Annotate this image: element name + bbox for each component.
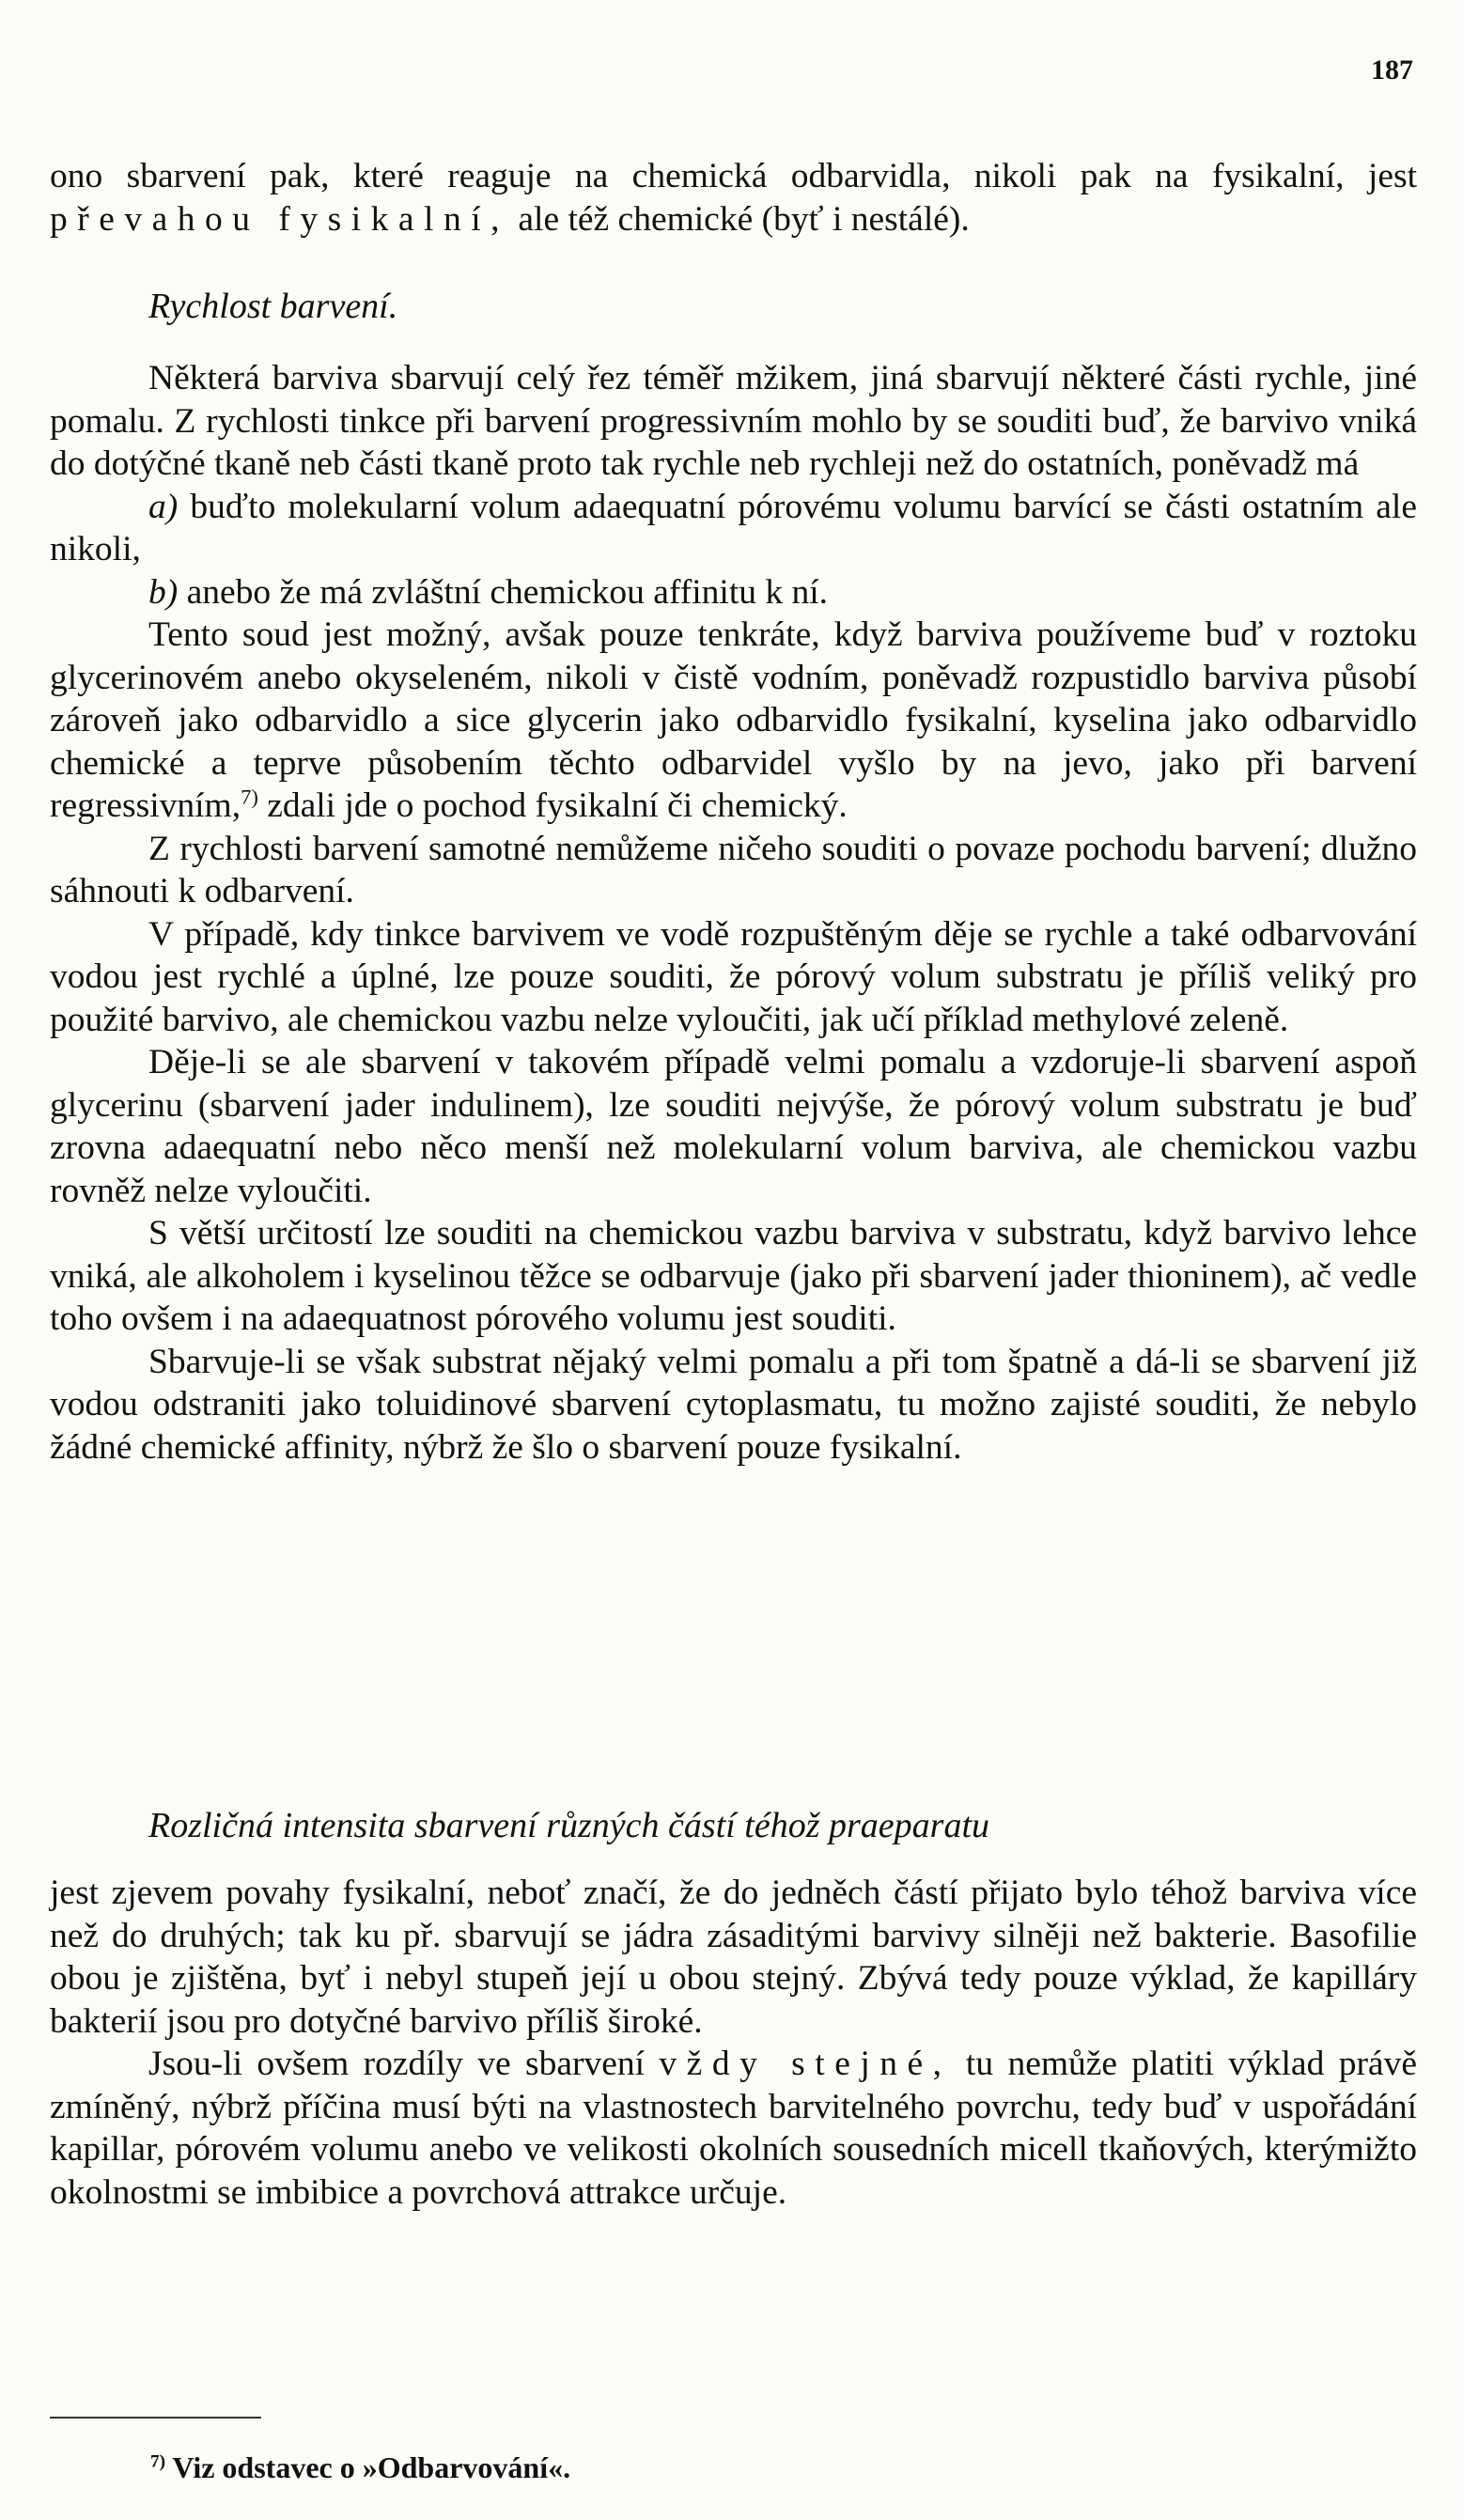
paragraph: Z rychlosti barvení samotné nemůžeme ničeho souditi o povaze pochodu barvení; dlužno sáhnouti k odbarvení.	[50, 829, 1417, 910]
item-a-text: buďto molekularní volum adaequatní pórovému volumu barvící se části ostatním ale nikoli,	[50, 487, 1417, 568]
section-intensita-body	[50, 1872, 1417, 2214]
item-b-label: b)	[148, 572, 179, 612]
paragraph: V případě, kdy tinkce barvivem ve vodě rozpuštěným děje se rychle a také odbarvování vodou jest rychlé a úplné, lze pouze souditi, že pórový volum substratu je příliš veliký pro použité barvivo, ale chemickou vazbu nelze vyloučiti, jak učí příklad methylové zeleně.	[50, 914, 1417, 1039]
section-heading-rychlost: Rychlost barvení.	[148, 287, 398, 326]
item-b-text: anebo že má zvláštní chemickou affinitu k ní.	[178, 572, 829, 612]
intro-emphasis: převahou fysikalní,	[50, 199, 510, 239]
paragraph: Děje-li se ale sbarvení v takovém případě velmi pomalu a vzdoruje-li sbarvení aspoň glycerinu (sbarvení jader indulinem), lze souditi nejvýše, že pórový volum substratu je buď zrovna adaequatní nebo něco menší než molekularní volum barviva, ale chemickou vazbu rovněž nelze vyloučiti.	[50, 1043, 1417, 1210]
paragraph: S větší určitostí lze souditi na chemickou vazbu barviva v substratu, když barvivo lehce vniká, ale alkoholem i kyselinou těžce se odbarvuje (jako při sbarvení jader thioninem), ač vedle toho ovšem i na adaequatnost pórového volumu jest souditi.	[50, 1214, 1417, 1338]
section-heading-intensita: Rozličná intensita sbarvení různých částí téhož praeparatu	[148, 1806, 990, 1845]
page-number: 187	[1371, 54, 1413, 86]
paragraph-text: Tento soud jest možný, avšak pouze tenkráte, když barviva používeme buď v roztoku glycerinovém anebo okyseleném, nikoli v čistě vodním, poněvadž rozpustidlo barviva působí zároveň jako odbarvidlo a sice glycerin jako odbarvidlo fysikalní, kyselina jako odbarvidlo chemické a teprve působením těchto odbarvidel vyšlo by na jevo, jako při barvení regressivním,	[50, 615, 1417, 825]
intro-text-b: ale též chemické (byť i nestálé).	[509, 199, 970, 239]
intro-paragraph	[50, 155, 1417, 241]
footnote-text: Viz odstavec o »Odbarvování«.	[164, 2450, 571, 2484]
item-a-label: a)	[148, 487, 179, 526]
footnote-separator	[50, 2417, 261, 2419]
paragraph-text-end: zdali jde o pochod fysikalní či chemický.	[257, 786, 848, 825]
list-item-b	[50, 571, 1417, 614]
footnote	[150, 2450, 570, 2485]
intro-text-a: ono sbarvení pak, které reaguje na chemická odbarvidla, nikoli pak na fysikalní, jest	[50, 157, 1417, 195]
section-rychlost-body	[50, 357, 1417, 1469]
paragraph: jest zjevem povahy fysikalní, neboť značí, že do jedněch částí přijato bylo téhož barviva více než do druhých; tak ku př. sbarvují se jádra zásaditými barvivy silněji než bakterie. Basofilie obou je zjištěna, byť i nebyl stupeň její u obou stejný. Zbývá tedy pouze výklad, že kapilláry bakterií jsou pro dotyčné barvivo příliš široké.	[50, 1874, 1417, 2041]
paragraph-text-b: tu nemůže platiti výklad právě zmíněný, nýbrž příčina musí býti na vlastnostech barvitelného povrchu, tedy buď v uspořádání kapillar, pórovém volumu anebo ve velikosti okolních sousedních micell tkaňových, kterýmižto okolnostmi se imbibice a povrchová attrakce určuje.	[50, 2045, 1417, 2212]
paragraph: Některá barviva sbarvují celý řez téměř mžikem, jiná sbarvují některé části rychle, jiné pomalu. Z rychlosti tinkce při barvení progressivním mohlo by se souditi buď, že barvivo vniká do dotýčné tkaně neb části tkaně proto tak rychle neb rychleji než do ostatních, poněvadž má	[50, 359, 1417, 483]
footnote-reference: 7)	[241, 785, 258, 809]
list-item-a	[50, 486, 1417, 571]
paragraph-text-a: Jsou-li ovšem rozdíly ve sbarvení	[148, 2045, 660, 2083]
paragraph	[50, 2043, 1417, 2214]
paragraph	[50, 614, 1417, 828]
paragraph: Sbarvuje-li se však substrat nějaký velmi pomalu a při tom špatně a dá-li se sbarvení již vodou odstraniti jako toluidinové sbarvení cytoplasmatu, tu možno zajisté souditi, že nebylo žádné chemické affinity, nýbrž že šlo o sbarvení pouze fysikalní.	[50, 1342, 1417, 1467]
footnote-mark: 7)	[150, 2451, 165, 2472]
paragraph-emphasis: vždy stejné,	[659, 2045, 952, 2083]
